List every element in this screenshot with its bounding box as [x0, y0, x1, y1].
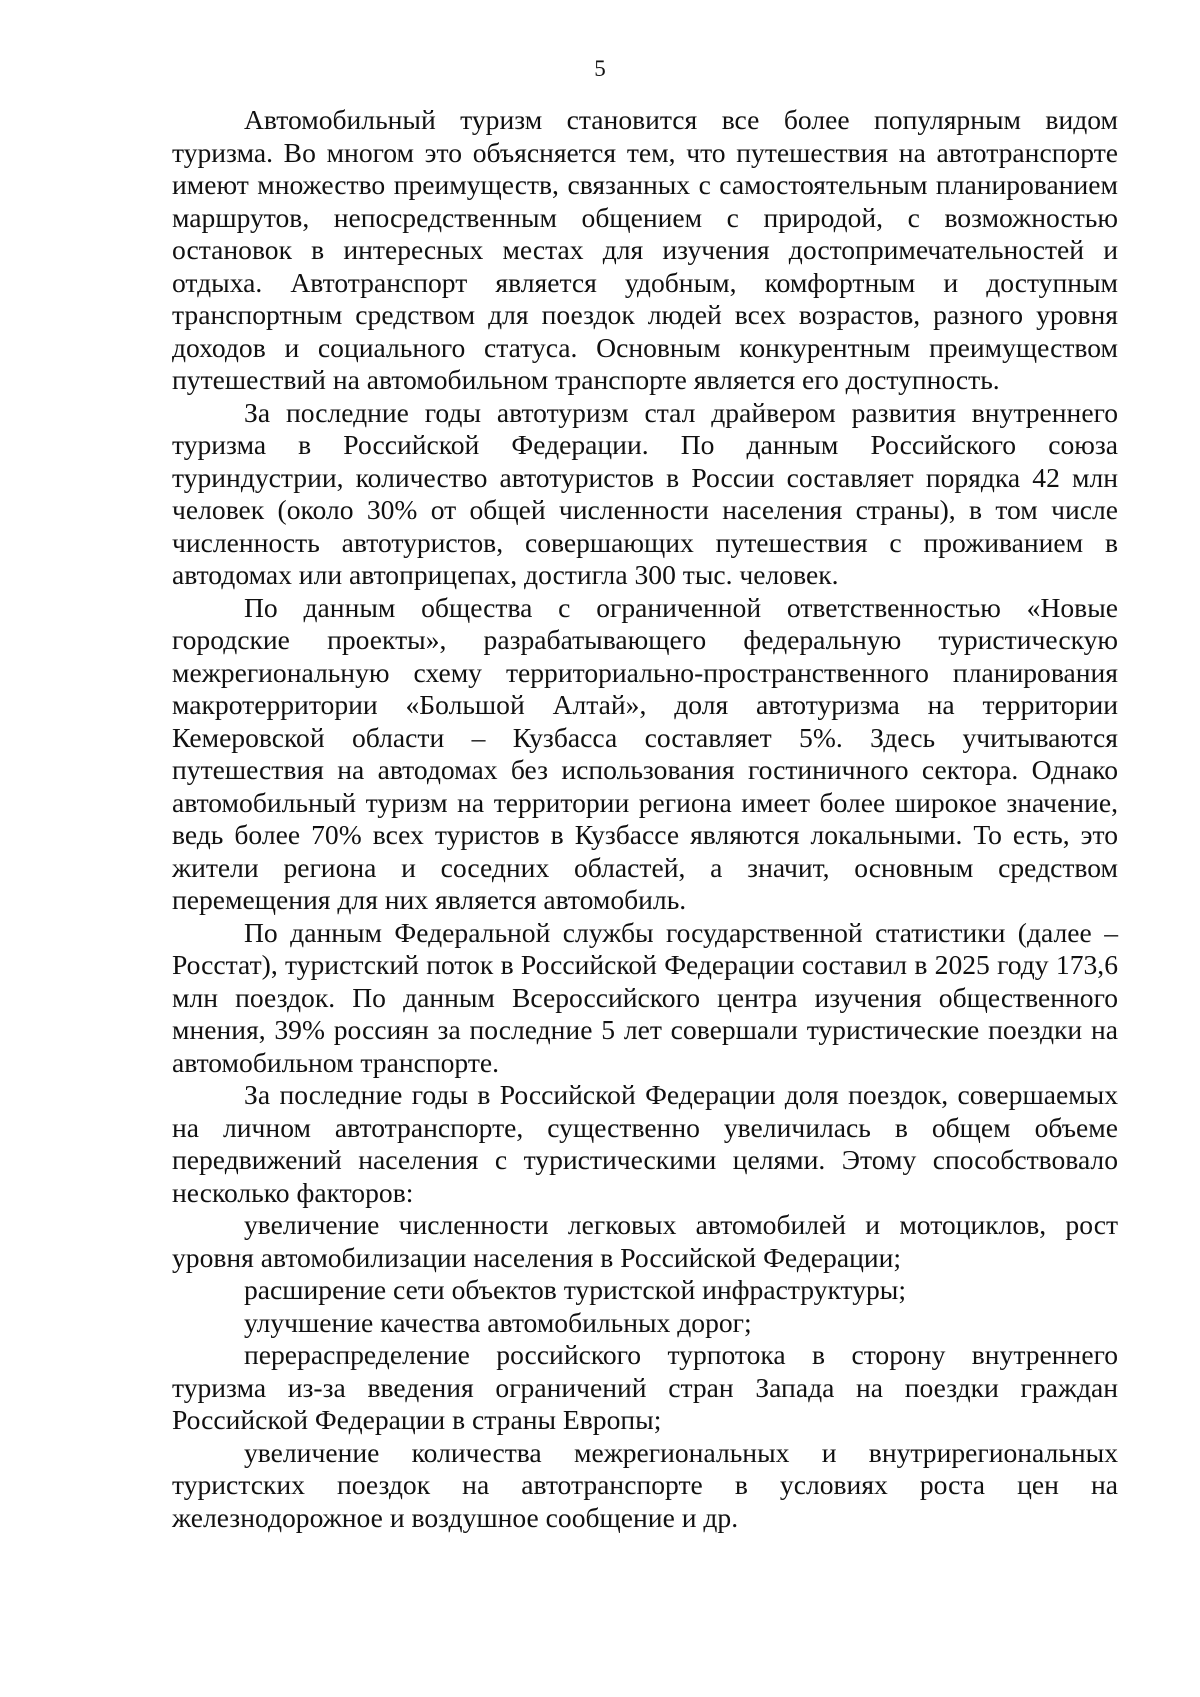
page-number: 5 — [594, 56, 606, 81]
factor-item-transport-prices: увеличение количества межрегиональных и внутрирегиональных туристских поездок на автотранспорте в условиях роста цен на железнодорожное и воздушное сообщение и др. — [172, 1436, 1118, 1533]
paragraph-factors-intro: За последние годы в Российской Федерации доля поездок, совершаемых на личном автотранспорте, существенно увеличилась в общем объеме передвижений населения с туристическими целями. Этому способствовало несколько факторов: — [172, 1079, 1118, 1208]
paragraph-auto-tourism-intro: Автомобильный туризм становится все более популярным видом туризма. Во многом это объясняется тем, что путешествия на автотранспорте имеют множество преимуществ, связанных с самостоятельным планированием маршрутов, непосредственным общением с природой, с возможностью остановок в интересных местах для изучения достопримечательностей и отдыха. Автотранспорт является удобным, комфортным и доступным транспортным средством для поездок людей всех возрастов, разного уровня доходов и социального статуса. Основным конкурентным преимуществом путешествий на автомобильном транспорте является его доступность. — [172, 104, 1118, 395]
factor-item-infrastructure: расширение сети объектов туристской инфраструктуры; — [244, 1274, 906, 1305]
document-body — [172, 104, 1118, 1534]
paragraph-domestic-tourism-driver: За последние годы автотуризм стал драйвером развития внутреннего туризма в Российской Федерации. По данным Российского союза туриндустрии, количество автотуристов в России составляет порядка 42 млн человек (около 30% от общей численности населения страны), в том числе численность автотуристов, совершающих путешествия с проживанием в автодомах или автоприцепах, достигла 300 тыс. человек. — [172, 396, 1118, 590]
paragraph-rosstat-statistics: По данным Федеральной службы государственной статистики (далее – Росстат), туристский поток в Российской Федерации составил в 2025 году 173,6 млн поездок. По данным Всероссийского центра изучения общественного мнения, 39% россиян за последние 5 лет совершали туристические поездки на автомобильном транспорте. — [172, 916, 1118, 1078]
factor-item-car-ownership: увеличение численности легковых автомобилей и мотоциклов, рост уровня автомобилизации населения в Российской Федерации; — [172, 1209, 1118, 1273]
factor-item-tourist-flow-redistribution: перераспределение российского турпотока в сторону внутреннего туризма из-за введения ограничений стран Запада на поездки граждан Российской Федерации в страны Европы; — [172, 1339, 1118, 1435]
paragraph-kuzbass-share: По данным общества с ограниченной ответственностью «Новые городские проекты», разрабатывающего федеральную туристическую межрегиональную схему территориально-пространственного планирования макротерритории «Большой Алтай», доля автотуризма на территории Кемеровской области – Кузбасса составляет 5%. Здесь учитываются путешествия на автодомах без использования гостиничного сектора. Однако автомобильный туризм на территории региона имеет более широкое значение, ведь более 70% всех туристов в Кузбассе являются локальными. То есть, это жители региона и соседних областей, а значит, основным средством перемещения для них является автомобиль. — [172, 591, 1118, 915]
factor-item-road-quality: улучшение качества автомобильных дорог; — [244, 1306, 752, 1338]
